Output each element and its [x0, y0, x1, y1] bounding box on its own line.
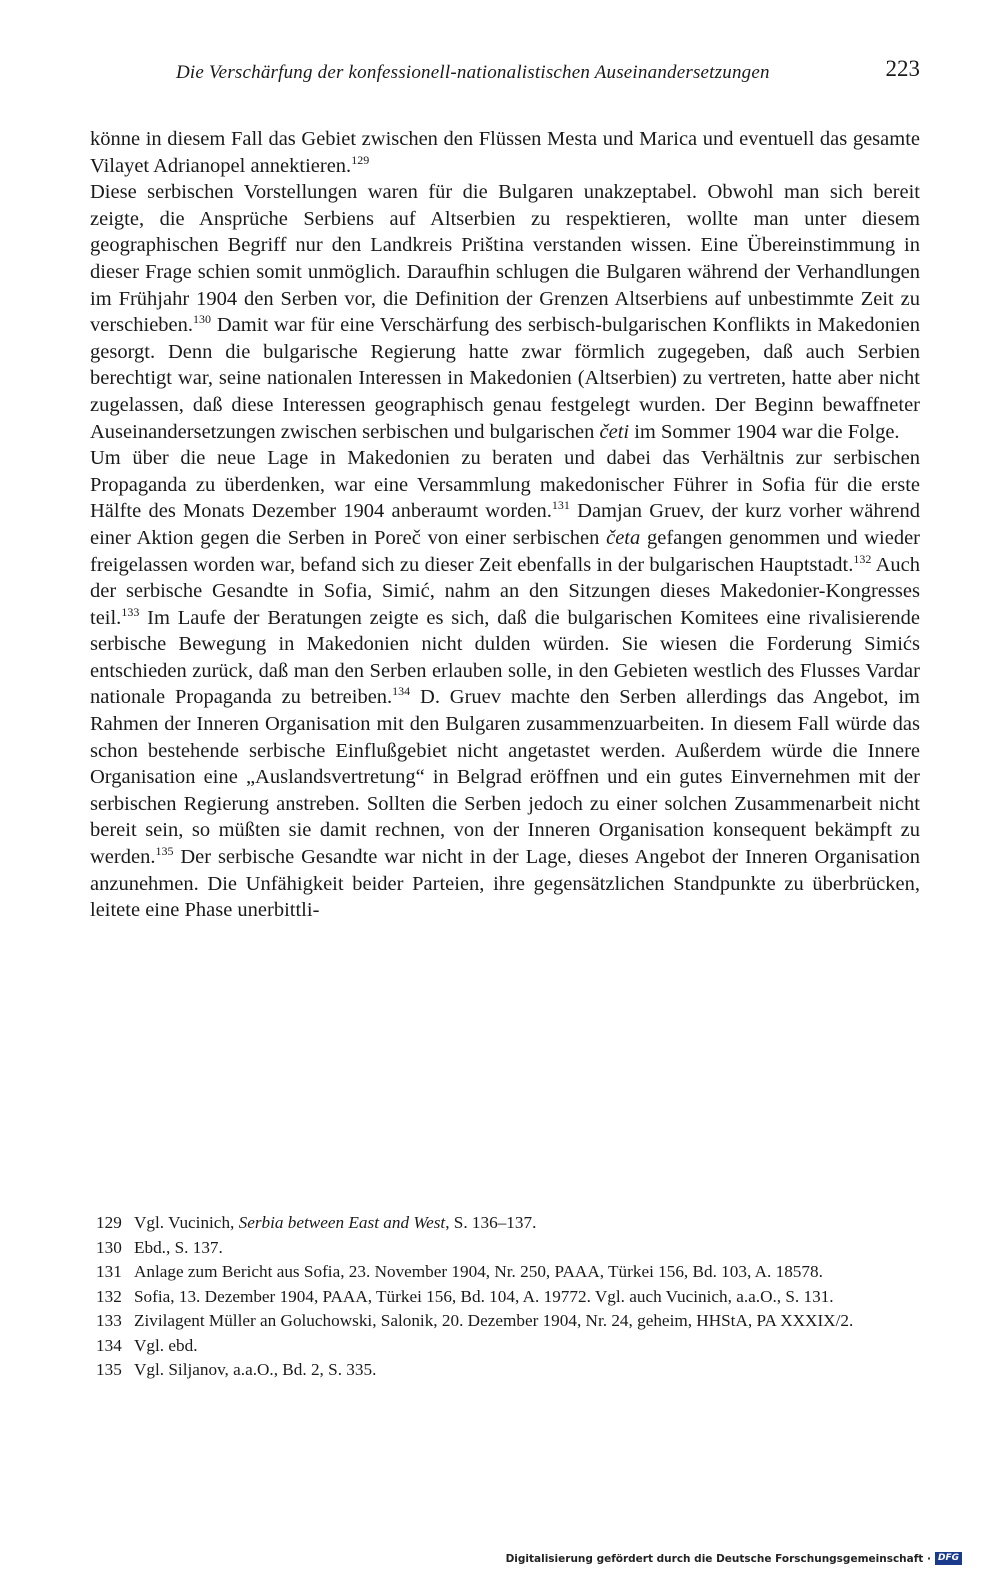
- footnote-ref-129[interactable]: 129: [351, 152, 370, 167]
- footnote-number: 130: [96, 1237, 122, 1257]
- footnote-ref-133[interactable]: 133: [121, 604, 140, 619]
- paragraph-2: Diese serbischen Vorstellungen waren für die Bulgaren unakzeptabel. Obwohl man sich bereit zeigte, die Ansprüche Serbiens auf Altserbien zu respektieren, wollte man unter diesem geographischen Begriff nur den Landkreis Priština verstanden wissen. Eine Übereinstimmung in dieser Frage schien somit unmöglich. Daraufhin schlugen die Bulgaren während der Verhandlungen im Frühjahr 1904 den Serben vor, die Definition der Grenzen Altserbiens auf unbestimmte Zeit zu verschieben.$^{130}$ Damit war für eine Verschärfung des serbisch-bulgarischen Konflikts in Makedonien gesorgt. Denn die bulgarische Regierung hatte zwar förmlich zugegeben, daß auch Serbien berechtigt war, seine nationalen Interessen in Makedonien (Altserbien) zu vertreten, hatte aber nicht zugelassen, daß diese Interessen geographisch genau festgelegt wurden. Der Beginn bewaffneter Auseinandersetzungen zwischen serbischen und bulgarischen četi im Sommer 1904 war die Folge.: [90, 181, 920, 443]
- footnote: 135 Vgl. Siljanov, a.a.O., Bd. 2, S. 335.: [96, 1358, 920, 1383]
- credit-text: Digitalisierung gefördert durch die Deutsche Forschungsgemeinschaft ·: [505, 1552, 931, 1565]
- footnote-ref-130[interactable]: 130: [193, 312, 212, 327]
- footnote: 129 Vgl. Vucinich, Serbia between East and West, S. 136–137.: [96, 1211, 920, 1236]
- footnote-number: 133: [96, 1311, 122, 1330]
- footnote-number: 135: [96, 1360, 122, 1379]
- digitization-credit: [506, 1552, 962, 1565]
- footnote: 134 Vgl. ebd.: [96, 1334, 920, 1359]
- footnote: 133 Zivilagent Müller an Goluchowski, Salonik, 20. Dezember 1904, Nr. 24, geheim, HHStA, PA XXXIX/2.: [96, 1309, 920, 1334]
- footnote-ref-135[interactable]: 135: [155, 844, 174, 859]
- footnote-ref-132[interactable]: 132: [853, 551, 872, 566]
- italic-term: četi: [599, 420, 630, 443]
- footnote: 130 Ebd., S. 137.: [96, 1236, 920, 1261]
- footnote-ref-134[interactable]: 134: [392, 684, 411, 699]
- footnote-number: 131: [96, 1262, 122, 1281]
- page-number: 223: [885, 56, 920, 81]
- footnote-number: 132: [96, 1286, 122, 1306]
- footnote-number: 129: [96, 1213, 122, 1232]
- footnote-ref-131[interactable]: 131: [551, 498, 570, 513]
- footnote: 131 Anlage zum Bericht aus Sofia, 23. November 1904, Nr. 250, PAAA, Türkei 156, Bd. 103, A. 18578.: [96, 1260, 920, 1285]
- footnote-number: 134: [96, 1335, 122, 1355]
- dfg-logo-icon: DFG: [935, 1552, 962, 1565]
- footnote: 132 Sofia, 13. Dezember 1904, PAAA, Türkei 156, Bd. 104, A. 19772. Vgl. auch Vucinich, a.a.O., S. 131.: [96, 1285, 920, 1310]
- footnotes: [96, 1211, 920, 1383]
- body-text: [90, 126, 920, 924]
- paragraph-3: Um über die neue Lage in Makedonien zu beraten und dabei das Verhältnis zur serbischen Propaganda zu überdenken, war eine Versammlung makedonischer Führer in Sofia für die erste Hälfte des Monats Dezember 1904 anberaumt worden.$^{131}$ Damjan Gruev, der kurz vorher während einer Aktion gegen die Serben in Poreč von einer serbischen četa gefangen genommen und wieder freigelassen worden war, befand sich zu dieser Zeit ebenfalls in der bulgarischen Hauptstadt.$^{132}$ Auch der serbische Gesandte in Sofia, Simić, nahm an den Sitzungen dieses Makedonier-Kongresses teil.$^{133}$ Im Laufe der Beratungen zeigte es sich, daß die bulgarischen Komitees eine rivalisierende serbische Bewegung in Makedonien nicht dulden würden. Sie wiesen die Forderung Simićs entschieden zurück, daß man den Serben erlauben solle, in den Gebieten westlich des Flusses Vardar nationale Propaganda zu betreiben.$^{134}$ D. Gruev machte den Serben allerdings das Angebot, im Rahmen der Inneren Organisation mit den Bulgaren zusammenzuarbeiten. In diesem Fall würde das schon bestehende serbische Einflußgebiet nicht angetastet werden. Außerdem würde die Innere Organisation eine „Auslandsvertretung“ in Belgrad eröffnen und ein gutes Einvernehmen mit der serbischen Regierung anstreben. Sollten die Serben jedoch zu einer solchen Zusammenarbeit nicht bereit sein, so müßten sie damit rechnen, von der Inneren Organisation konsequent bekämpft zu werden.$^{135}$ Der serbische Gesandte war nicht in der Lage, dieses Angebot der Inneren Organisation anzunehmen. Die Unfähigkeit beider Parteien, ihre gegensätzlichen Standpunkte zu überbrücken, leitete eine Phase unerbittli-: [90, 447, 921, 922]
- paragraph-1: könne in diesem Fall das Gebiet zwischen den Flüssen Mesta und Marica und eventuell das gesamte Vilayet Adrianopel annektieren.$^{129}$: [90, 128, 920, 177]
- italic-term: četa: [606, 526, 641, 549]
- page-header: [176, 56, 920, 90]
- running-head: Die Verschärfung der konfessionell-nationalistischen Auseinandersetzungen: [176, 62, 770, 83]
- italic-title: Serbia between East and West: [238, 1213, 446, 1232]
